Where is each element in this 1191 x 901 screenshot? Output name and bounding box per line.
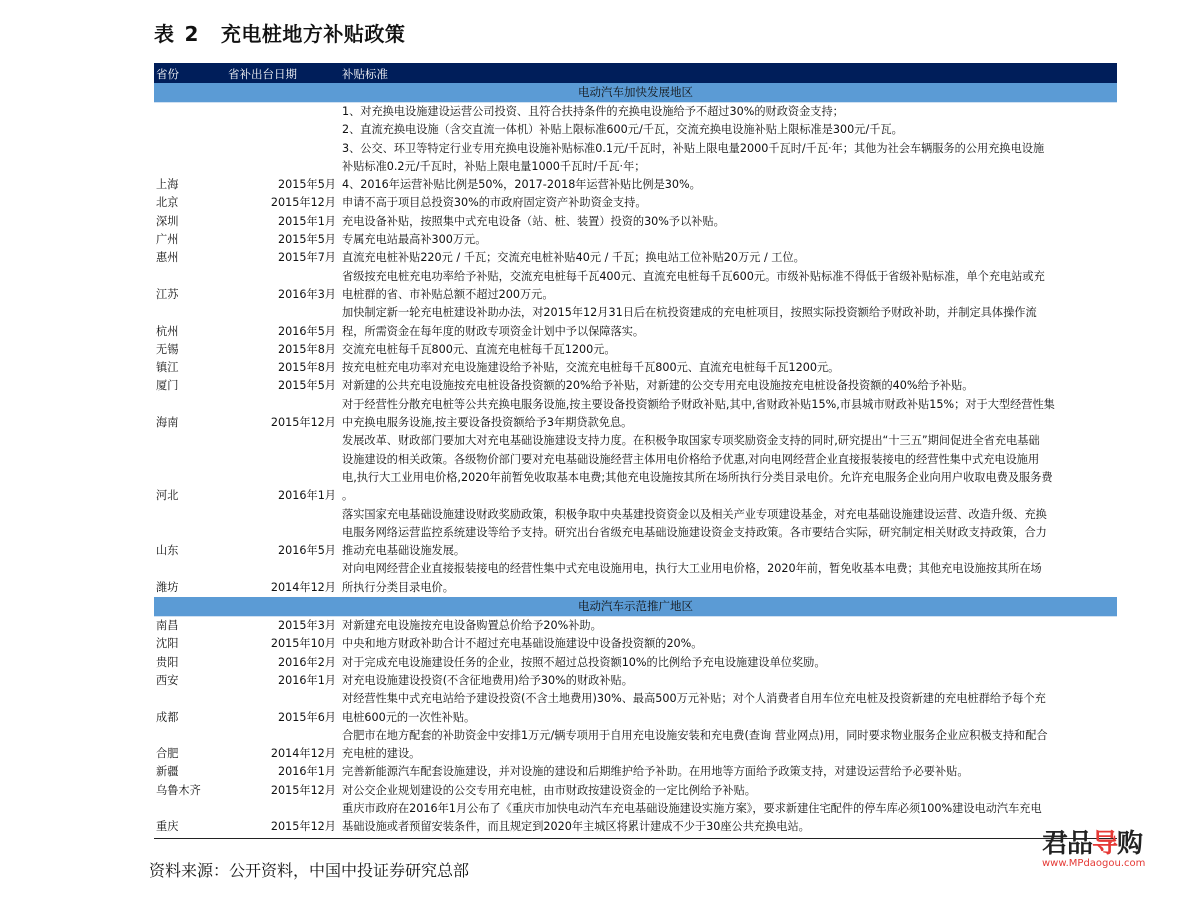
column-header-date: 省补出台日期	[228, 67, 297, 81]
source-note: 资料来源：公开资料，中国中投证券研究总部	[149, 861, 470, 880]
column-header-standard: 补贴标准	[342, 67, 388, 81]
standard-line: 完善新能源汽车配套设施建设，并对设施的建设和后期维护给予补助。在用地等方面给予政策支持，对建设运营给予必要补贴。	[342, 765, 969, 779]
watermark-url: www.MPdaogou.com	[1042, 858, 1146, 869]
date-cell: 2015年5月	[278, 379, 336, 393]
standard-cell	[342, 268, 1117, 305]
standard-cell	[342, 782, 1117, 800]
standard-cell	[342, 763, 1117, 781]
province-cell: 杭州	[156, 324, 179, 338]
standard-line: 2、直流充换电设施（含交直流一体机）补贴上限标准600元/千瓦，交流充换电设施补贴上限标准是300元/千瓦。	[342, 123, 903, 137]
table-row	[154, 560, 1117, 597]
standard-line: 对向电网经营企业直接报装接电的经营性集中式充电设施用电，执行大工业用电价格，2020年前，暂免收基本电费；其他充电设施按其所在场	[342, 562, 1042, 576]
table-row	[154, 103, 1117, 194]
province-cell: 南昌	[156, 619, 179, 633]
date-cell: 2016年5月	[278, 324, 336, 338]
date-cell: 2015年7月	[278, 251, 336, 265]
standard-line: 设施建设的相关政策。各级物价部门要对充电基础设施经营主体用电价格给予优惠,对向电网经营企业直接报装接电的经营性集中式充电设施用	[342, 452, 1040, 466]
table-row	[154, 377, 1117, 395]
table-row	[154, 396, 1117, 433]
standard-cell	[342, 103, 1117, 194]
table-number: 2	[184, 22, 199, 46]
standard-line: 充电设备补贴，按照集中式充电设备（站、桩、装置）投资的30%予以补贴。	[342, 214, 725, 228]
standard-line: 电桩600元的一次性补贴。	[342, 710, 476, 724]
standard-line: 重庆市政府在2016年1月公布了《重庆市加快电动汽车充电基础设施建设实施方案》，要求新建住宅配件的停车库必须100%建设电动汽车充电	[342, 801, 1042, 815]
province-cell: 海南	[156, 416, 179, 430]
standard-line: 按充电桩充电功率对充电设施建设给予补贴，交流充电桩每千瓦800元、直流充电桩每千瓦1200元。	[342, 361, 840, 375]
standard-line: 充电桩的建设。	[342, 747, 421, 761]
province-cell: 广州	[156, 233, 179, 247]
standard-line: 4、2016年运营补贴比例是50%，2017-2018年运营补贴比例是30%。	[342, 178, 701, 192]
table-body	[154, 83, 1117, 837]
date-cell: 2015年5月	[278, 178, 336, 192]
standard-line: 对新建充电设施按充电设备购置总价给予20%补助。	[342, 619, 602, 633]
section-band: 电动汽车示范推广地区	[154, 597, 1117, 617]
table-row	[154, 359, 1117, 377]
table-row	[154, 727, 1117, 764]
standard-cell	[342, 432, 1117, 505]
standard-line: 推动充电基础设施发展。	[342, 544, 466, 558]
standard-cell	[342, 672, 1117, 690]
date-cell: 2015年8月	[278, 361, 336, 375]
standard-line: 发展改革、财政部门要加大对充电基础设施建设支持力度。在积极争取国家专项奖励资金支持的同时,研究提出“十三五”期间促进全省充电基础	[342, 434, 1040, 448]
table-row	[154, 506, 1117, 561]
standard-line: 电桩群的省、市补贴总额不超过200万元。	[342, 287, 554, 301]
date-cell: 2016年1月	[278, 765, 336, 779]
table-row	[154, 194, 1117, 212]
standard-line: 加快制定新一轮充电桩建设补助办法，对2015年12月31日后在杭投资建成的充电桩项目，按照实际投资额给予财政补助，并制定具体操作流	[342, 306, 1037, 320]
standard-cell	[342, 690, 1117, 727]
standard-line: 。	[342, 489, 354, 503]
standard-cell	[342, 304, 1117, 341]
province-cell: 山东	[156, 544, 179, 558]
date-cell: 2014年12月	[270, 747, 336, 761]
standard-cell	[342, 654, 1117, 672]
standard-line: 电服务网络运营监控系统建设等给予支持。研究出台省级充电基础设施建设资金支持政策。各市要结合实际，研究制定相关财政支持政策，合力	[342, 525, 1047, 539]
table-row	[154, 800, 1117, 837]
standard-line: 对公交企业规划建设的公交专用充电桩，由市财政按建设资金的一定比例给予补贴。	[342, 783, 756, 797]
date-cell: 2015年12月	[270, 196, 336, 210]
table-label: 表	[154, 22, 175, 46]
standard-cell	[342, 560, 1117, 597]
date-cell: 2015年6月	[278, 710, 336, 724]
province-cell: 惠州	[156, 251, 179, 265]
date-cell: 2015年12月	[270, 820, 336, 834]
standard-cell	[342, 359, 1117, 377]
table-header	[154, 63, 1117, 83]
province-cell: 镇江	[156, 361, 179, 375]
table-row	[154, 432, 1117, 505]
standard-line: 3、公交、环卫等特定行业专用充换电设施补贴标准0.1元/千瓦时，补贴上限电量2000千瓦时/千瓦·年；其他为社会车辆服务的公用充换电设施	[342, 141, 1045, 155]
standard-line: 中充换电服务设施,按主要设备投资额给予3年期贷款免息。	[342, 416, 633, 430]
standard-line: 对经营性集中式充电站给予建设投资(不含土地费用)30%、最高500万元补贴；对个人消费者自用车位充电桩及投资新建的充电桩群给予每个充	[342, 692, 1046, 706]
standard-line: 中央和地方财政补助合计不超过充电基础设施建设中设备投资额的20%。	[342, 637, 703, 651]
province-cell: 无锡	[156, 342, 179, 356]
watermark-mark-right: 购	[1117, 829, 1143, 859]
province-cell: 江苏	[156, 287, 179, 301]
standard-line: 交流充电桩每千瓦800元、直流充电桩每千瓦1200元。	[342, 342, 616, 356]
date-cell: 2015年5月	[278, 233, 336, 247]
table-row	[154, 763, 1117, 781]
standard-cell	[342, 341, 1117, 359]
province-cell: 深圳	[156, 214, 179, 228]
table-bottom-border	[154, 838, 1117, 839]
watermark-logo	[1042, 830, 1182, 869]
standard-cell	[342, 249, 1117, 267]
standard-cell	[342, 194, 1117, 212]
table-row	[154, 249, 1117, 267]
table-row	[154, 341, 1117, 359]
table-row	[154, 672, 1117, 690]
standard-cell	[342, 635, 1117, 653]
watermark-mark-mid: 导	[1092, 829, 1118, 859]
date-cell: 2015年10月	[270, 637, 336, 651]
standard-line: 对于经营性分散充电桩等公共充换电服务设施,按主要设备投资额给予财政补贴,其中,省财政补贴15%,市县城市财政补贴15%；对于大型经营性集	[342, 397, 1055, 411]
table-row	[154, 782, 1117, 800]
province-cell: 沈阳	[156, 637, 179, 651]
table-row	[154, 213, 1117, 231]
date-cell: 2016年2月	[278, 655, 336, 669]
date-cell: 2016年1月	[278, 673, 336, 687]
province-cell: 成都	[156, 710, 179, 724]
section-band: 电动汽车加快发展地区	[154, 83, 1117, 103]
standard-line: 直流充电桩补贴220元 / 千瓦；交流充电桩补贴40元 / 千瓦；换电站工位补贴20万元 / 工位。	[342, 251, 805, 265]
standard-cell	[342, 506, 1117, 561]
table-row	[154, 654, 1117, 672]
standard-cell	[342, 727, 1117, 764]
watermark-mark	[1042, 830, 1182, 858]
province-cell: 上海	[156, 178, 179, 192]
province-cell: 新疆	[156, 765, 179, 779]
standard-cell	[342, 213, 1117, 231]
date-cell: 2015年8月	[278, 342, 336, 356]
date-cell: 2015年3月	[278, 619, 336, 633]
standard-line: 程，所需资金在每年度的财政专项资金计划中予以保障落实。	[342, 324, 645, 338]
standard-line: 对充电设施建设投资(不含征地费用)给予30%的财政补贴。	[342, 673, 633, 687]
standard-cell	[342, 396, 1117, 433]
standard-cell	[342, 617, 1117, 635]
column-header-province: 省份	[156, 67, 179, 81]
standard-line: 专属充电站最高补300万元。	[342, 233, 487, 247]
standard-line: 基础设施或者预留安装条件，而且规定到2020年主城区将累计建成不少于30座公共充换电站。	[342, 820, 810, 834]
province-cell: 潍坊	[156, 580, 179, 594]
standard-line: 落实国家充电基础设施建设财政奖励政策，积极争取中央基建投资资金以及相关产业专项建设基金，对充电基础设施建设运营、改造升级、充换	[342, 507, 1047, 521]
province-cell: 重庆	[156, 820, 179, 834]
table-row	[154, 268, 1117, 305]
date-cell: 2016年5月	[278, 544, 336, 558]
table-title-text: 充电桩地方补贴政策	[220, 22, 406, 46]
standard-line: 电,执行大工业用电价格,2020年前暂免收取基本电费;其他充电设施按其所在场所执行分类目录电价。允许充电服务企业向用户收取电费及服务费	[342, 470, 1053, 484]
table-row	[154, 231, 1117, 249]
standard-line: 申请不高于项目总投资30%的市政府固定资产补助资金支持。	[342, 196, 647, 210]
standard-line: 省级按充电桩充电功率给予补贴，交流充电桩每千瓦400元、直流充电桩每千瓦600元。市级补贴标准不得低于省级补贴标准，单个充电站或充	[342, 269, 1045, 283]
policy-table	[154, 63, 1117, 839]
standard-line: 对新建的公共充电设施按充电桩设备投资额的20%给予补贴，对新建的公交专用充电设施按充电桩设备投资额的40%给予补贴。	[342, 379, 974, 393]
standard-line: 合肥市在地方配套的补助资金中安排1万元/辆专项用于自用充电设施安装和充电费(查询 营业网点)用，同时要求物业服务企业应积极支持和配合	[342, 728, 1048, 742]
standard-line: 补贴标准0.2元/千瓦时，补贴上限电量1000千瓦时/千瓦·年；	[342, 159, 646, 173]
date-cell: 2015年12月	[270, 416, 336, 430]
province-cell: 合肥	[156, 747, 179, 761]
province-cell: 贵阳	[156, 655, 179, 669]
standard-cell	[342, 800, 1117, 837]
province-cell: 北京	[156, 196, 179, 210]
date-cell: 2015年1月	[278, 214, 336, 228]
standard-line: 对于完成充电设施建设任务的企业，按照不超过总投资额10%的比例给予充电设施建设单位奖励。	[342, 655, 826, 669]
watermark-mark-left: 君品	[1042, 829, 1093, 859]
standard-cell	[342, 231, 1117, 249]
table-title	[154, 18, 405, 47]
table-row	[154, 304, 1117, 341]
standard-line: 1、对充换电设施建设运营公司投资、且符合扶持条件的充换电设施给予不超过30%的财政资金支持；	[342, 105, 844, 118]
province-cell: 乌鲁木齐	[156, 783, 201, 797]
table-row	[154, 617, 1117, 635]
table-row	[154, 690, 1117, 727]
standard-cell	[342, 377, 1117, 395]
standard-line: 所执行分类目录电价。	[342, 580, 454, 594]
province-cell: 西安	[156, 673, 179, 687]
table-row	[154, 635, 1117, 653]
province-cell: 厦门	[156, 379, 179, 393]
date-cell: 2015年12月	[270, 783, 336, 797]
date-cell: 2014年12月	[270, 580, 336, 594]
province-cell: 河北	[156, 489, 179, 503]
date-cell: 2016年1月	[278, 489, 336, 503]
date-cell: 2016年3月	[278, 287, 336, 301]
